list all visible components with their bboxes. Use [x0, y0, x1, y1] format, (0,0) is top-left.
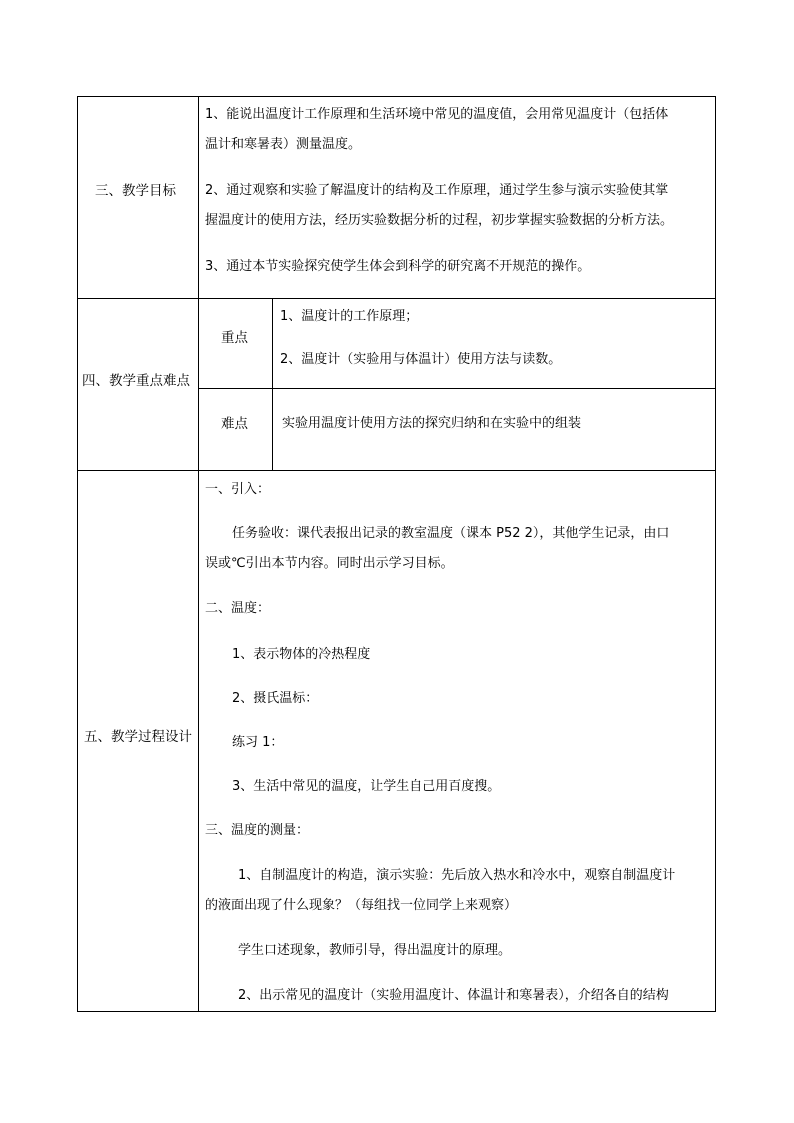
objectives-line: 温计和寒暑表）测量温度。: [205, 137, 362, 152]
process-line: 任务验收：课代表报出记录的教室温度（课本 P52 2），其他学生记录，由口: [232, 526, 670, 541]
table-border-bottom: [77, 1011, 716, 1012]
subrow-divider: [199, 388, 716, 389]
table-border-right: [715, 96, 716, 1012]
key-points-label: 四、教学重点难点: [82, 373, 190, 389]
process-label: 五、教学过程设计: [84, 729, 192, 745]
process-line: 2、出示常见的温度计（实验用温度计、体温计和寒暑表），介绍各自的结构: [238, 988, 669, 1003]
label-column-divider: [198, 96, 199, 1012]
process-line: 的液面出现了什么现象？（每组找一位同学上来观察）: [205, 898, 518, 913]
focus-line: 2、温度计（实验用与体温计）使用方法与读数。: [280, 352, 562, 367]
process-line: 学生口述现象，教师引导，得出温度计的原理。: [238, 943, 512, 958]
process-line: 练习 1：: [232, 735, 284, 750]
objectives-line: 3、通过本节实验探究使学生体会到科学的研究离不开规范的操作。: [205, 259, 591, 274]
process-line: 误或℃引出本节内容。同时出示学习目标。: [205, 556, 454, 571]
subcell-divider: [272, 298, 273, 471]
table-border-left: [77, 96, 78, 1012]
difficulty-label: 难点: [221, 416, 248, 432]
focus-line: 1、温度计的工作原理；: [280, 309, 419, 324]
row-divider-1: [77, 298, 716, 299]
process-line: 2、摄氏温标：: [232, 691, 319, 706]
process-line: 3、生活中常见的温度，让学生自己用百度搜。: [232, 779, 501, 794]
process-line: 三、温度的测量：: [205, 823, 310, 838]
process-line: 1、自制温度计的构造，演示实验：先后放入热水和冷水中，观察自制温度计: [238, 868, 676, 883]
table-border-top: [77, 96, 716, 97]
objectives-line: 1、能说出温度计工作原理和生活环境中常见的温度值，会用常见温度计（包括体: [205, 107, 669, 122]
focus-label: 重点: [221, 330, 248, 346]
process-line: 一、引入：: [205, 482, 271, 497]
difficulty-text: 实验用温度计使用方法的探究归纳和在实验中的组装: [282, 416, 582, 431]
objectives-line: 握温度计的使用方法，经历实验数据分析的过程，初步掌握实验数据的分析方法。: [205, 213, 674, 228]
row-divider-2: [77, 470, 716, 471]
process-line: 二、温度：: [205, 601, 271, 616]
objectives-label: 三、教学目标: [95, 183, 176, 199]
objectives-line: 2、通过观察和实验了解温度计的结构及工作原理，通过学生参与演示实验使其掌: [205, 183, 669, 198]
process-line: 1、表示物体的冷热程度: [232, 647, 371, 662]
